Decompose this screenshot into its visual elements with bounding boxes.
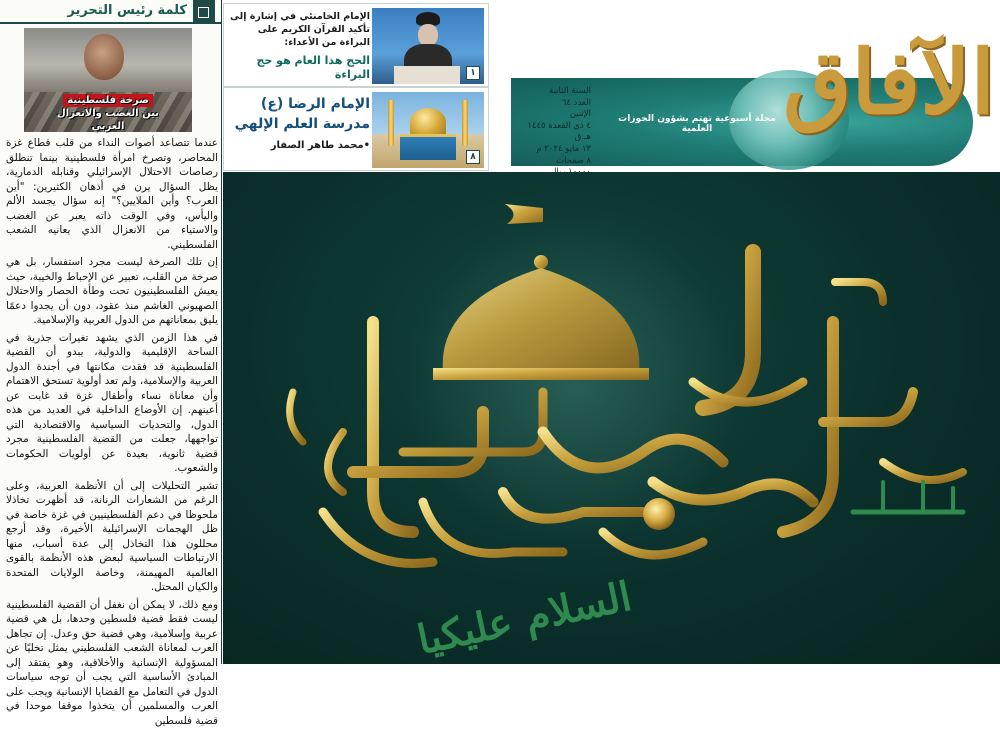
issue-weekday: الإثنين [569,109,591,120]
issue-year: السنة الثانية [549,86,591,96]
square-icon [193,0,215,24]
editorial-paragraph: إن تلك الصرخة ليست مجرد استفسار، بل هي صرخة من القلب، تعبير عن الإحباط والخيبة، حيث يعيش الفلسطينيون تحت وطأة الحصار والاحتلال الصهيوني الغاشم منذ عقود، دون أن يجدوا دعمًا يليق بمعاناتهم من الدول العربية والإسلامية. [6,256,218,326]
flag-icon [505,204,548,269]
teaser-photo [372,92,484,168]
orb-icon [643,498,675,530]
green-calligraphy [853,482,963,512]
teaser-imam-reza[interactable] [223,87,489,171]
issue-hijri-date: ٤ ذي القعدة ١٤٤٥ هـ.ق [527,120,591,143]
photo-caption [42,88,174,133]
issue-number: العدد ٦٤ [561,97,591,108]
face-shape [418,24,438,46]
editorial-paragraph: ومع ذلك، لا يمكن أن نغفل أن القضية الفلسطينية ليست فقط قضية فلسطين وحدها، بل هي قضية عربية وإسلامية، وهي قضية حق وعدل. إن تجاهل العرب لمعاناة الشعب الفلسطيني يمثل تخليًا عن المسؤولية الإنسانية والأخلاقية، وهو يفتقد إلى المبادئ الأساسية التي يجب أن توجه سياسات الدول في التعامل مع القضايا الإنسانية ويجب على العرب والمسلمين أن يتخذوا موقفا موحدا في قضية فلسطين [6,598,218,727]
teaser-lead: الإمام الخامنئي في إشارة إلى تأكيد القرآن الكريم على البراءة من الأعداء: [230,11,370,48]
issue-gregorian-date: ١٣ مايو ٢٠٢٤ م [536,143,591,154]
page-number-badge: ٨ [466,150,480,164]
dome-shape [410,108,446,136]
teaser-headline[interactable]: الحج هذا العام هو حج البراءة [256,54,370,81]
masthead [491,0,1000,172]
issue-info [515,86,591,179]
calligraphy-svg [223,172,1000,664]
iwan-shape [400,134,456,160]
greeting-text: السلام عليكيا [413,572,636,664]
editorial-body [6,136,218,731]
editorial-paragraph: تشير التحليلات إلى أن الأنظمة العربية، وعلى الرغم من الشعارات الرنانة، قد أظهرت تخاذلا ملحوظا في دعم الفلسطينيين في غزة خاصة في ظل الهجمات الإسرائيلية الأخيرة، وقد أرجع محللون هذا التخاذل إلى عدة أسباب، منها الارتباطات السياسية لبعض هذه الأنظمة بالقوى العالمية المهيمنة، وخاصة الولايات المتحدة والكيان المحتل. [6,479,218,593]
dome-icon [433,268,649,380]
editorial-column [0,0,222,727]
cover-artwork [223,172,1000,664]
cover-header [223,0,1000,172]
editorial-title: كلمة رئيس التحرير [67,3,187,18]
editorial-paragraph: عندما تتصاعد أصوات النداء من قلب قطاع غزة المحاصر، وتصرخ امرأة فلسطينية بينما تنطلق رصاصات الاحتلال الإسرائيلي وقنابله الدمارية، يظل السؤال يرن في أذهان الكثيرين: "أين العرب؟ وأين الملايين؟" إنه سؤال يجسد الألم واليأس، وفي الوقت ذاته يعبر عن الغضب والاستياء من الانعزال الذي يعانيه الشعب الفلسطيني. [6,137,218,251]
teaser-text [228,94,370,151]
editorial-header [0,0,221,24]
issue-page-count: ٨ صفحات [556,155,591,166]
editorial-paragraph: في هذا الزمن الذي يشهد تغيرات جذرية في الساحة الإقليمية والدولية، يبدو أن القضية الفلسطينية قد فقدت مكانتها في أجندة الدول العربية والإسلامية، ولم تعد أولوية تستحق الاهتمام وأن معاناة نساء وأطفال غزة قد غابت عن أعينهم. إن الأوضاع الداخلية في العديد من هذه الدول، والتحديات السياسية والاقتصادية التي تواجهها، جعلت من القضية الفلسطينية مجرد قضية ثانوية، بعيدة عن أولويات الحكومات والشعوب. [6,331,218,474]
podium-shape [394,66,460,84]
masthead-tagline: مجلة أسبوعية تهتم بشؤون الحوزات العلمية [618,114,776,134]
minaret-shape [388,100,394,146]
minaret-shape [462,100,468,146]
teaser-headline[interactable]: الإمام الرضا (ع) مدرسة العلم الإلهي [234,96,370,132]
photo-caption-line-2: بين الغضب والانعزال العربي [57,108,159,132]
masthead-logo[interactable]: الآفاق [783,30,995,134]
teaser-author: •محمد طاهر الصفار [270,140,370,151]
teaser-text [228,10,370,82]
editorial-photo[interactable] [24,28,192,132]
teaser-khamenei[interactable] [223,3,489,87]
photo-caption-line-1: صرخة فلسطينية [63,94,153,107]
page-number-badge: ١ [466,66,480,80]
photo-person [84,34,124,80]
teaser-photo [372,8,484,84]
